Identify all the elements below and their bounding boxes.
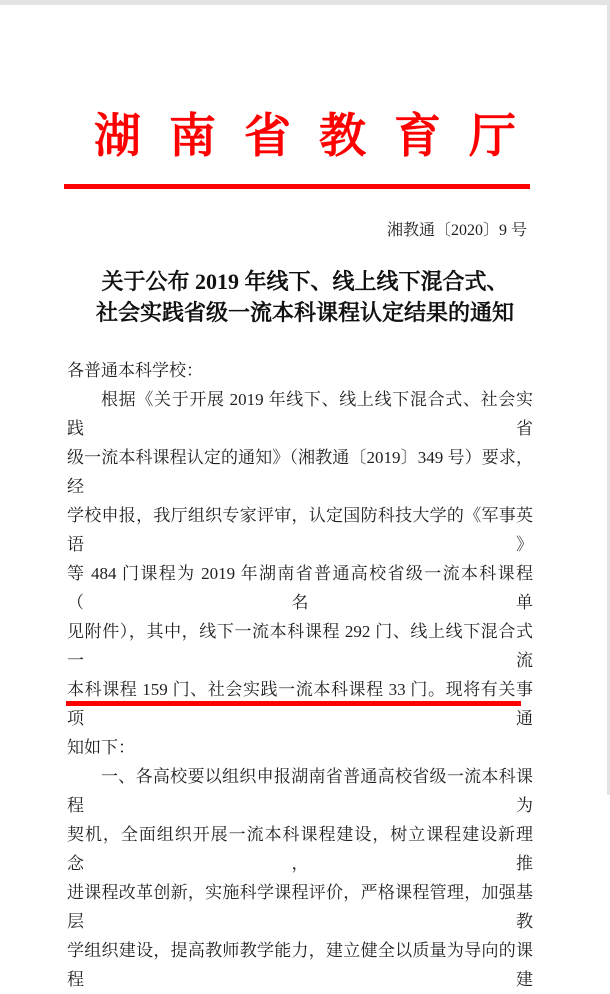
paragraph2-line: 一、各高校要以组织申报湖南省普通高校省级一流本科课程为 xyxy=(67,767,533,815)
page-top-edge xyxy=(0,0,610,5)
paragraph1-line: 级一流本科课程认定的通知》（湘教通〔2019〕349 号）要求，经 xyxy=(67,448,533,496)
paragraph1-line: 知如下： xyxy=(67,738,135,757)
paragraph1-line: 根据《关于开展 2019 年线下、线上线下混合式、社会实践省 xyxy=(67,390,533,438)
document-body xyxy=(67,356,533,994)
paragraph1-line: 等 484 门课程为 2019 年湖南省普通高校省级一流本科课程（名单 xyxy=(67,564,533,612)
letterhead-divider-rule xyxy=(64,184,530,189)
bottom-divider-rule xyxy=(66,701,521,706)
document-number: 湘教通〔2020〕9 号 xyxy=(386,222,527,239)
document-title-line-1: 关于公布 2019 年线下、线上线下混合式、 xyxy=(101,269,509,294)
paragraph1-line: 学校申报，我厅组织专家评审，认定国防科技大学的《军事英语》 xyxy=(67,506,533,554)
letterhead-org-name xyxy=(0,106,610,168)
paragraph2-line: 契机，全面组织开展一流本科课程建设，树立课程建设新理念，推 xyxy=(67,825,533,873)
paragraph1-line: 本科课程 159 门、社会实践一流本科课程 33 门。现将有关事项通 xyxy=(67,680,533,728)
paragraph2-line: 学组织建设，提高教师教学能力，建立健全以质量为导向的课程建 xyxy=(67,941,533,989)
salutation: 各普通本科学校： xyxy=(67,361,203,380)
paragraph2-line: 进课程改革创新，实施科学课程评价，严格课程管理，加强基层教 xyxy=(67,883,533,931)
document-title xyxy=(40,266,570,328)
letterhead-org-name-text: 湖南省教育厅 xyxy=(94,111,544,163)
paragraph1-line: 见附件），其中，线下一流本科课程 292 门、线上线下混合式一流 xyxy=(67,622,533,670)
document-title-line-2: 社会实践省级一流本科课程认定结果的通知 xyxy=(95,300,514,325)
